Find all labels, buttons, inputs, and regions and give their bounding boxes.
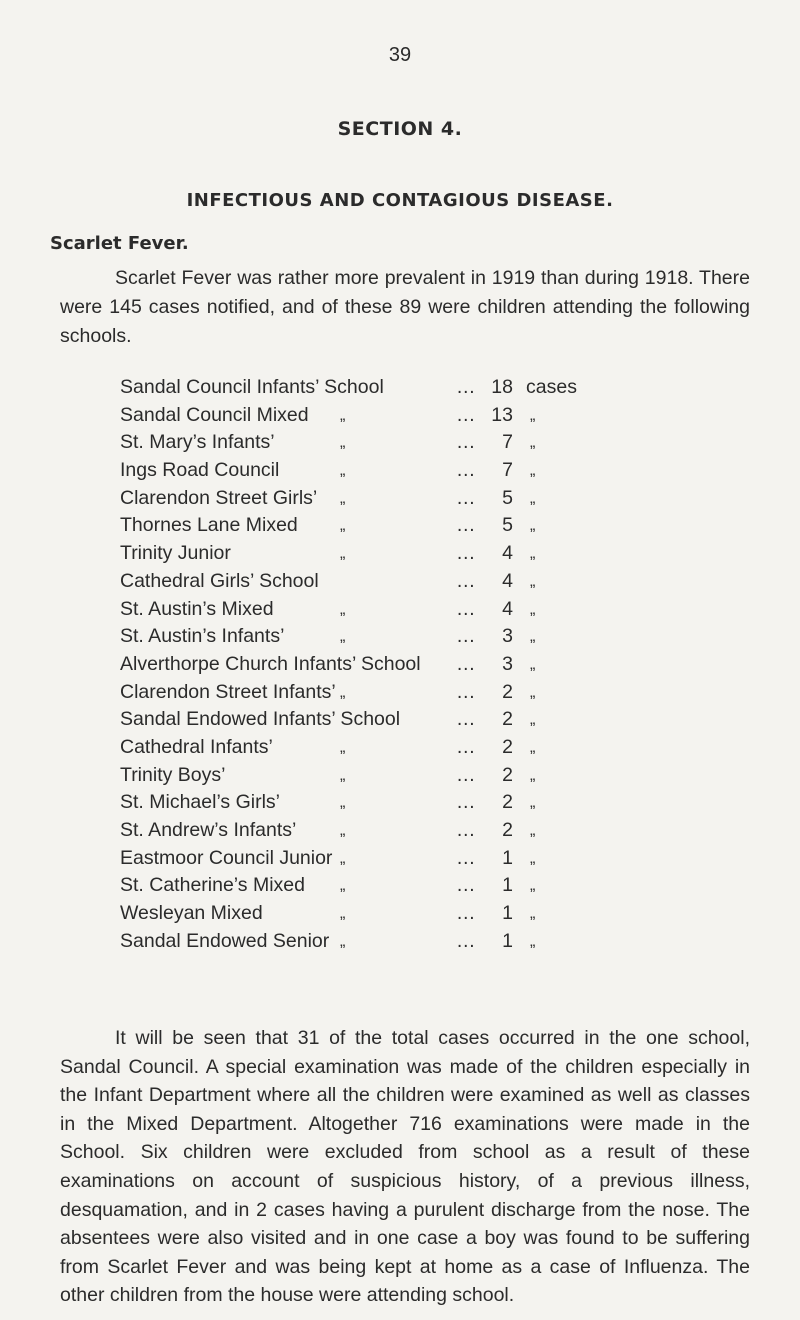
case-count: 4 xyxy=(502,597,513,620)
school-row xyxy=(120,900,750,928)
ditto-mark: „ xyxy=(340,738,346,756)
case-count: 3 xyxy=(502,625,513,648)
case-unit: „ xyxy=(530,683,536,701)
dot-leader: … xyxy=(456,431,478,454)
case-count: 4 xyxy=(502,542,513,565)
school-name: Trinity Boys’ xyxy=(120,763,226,786)
school-row xyxy=(120,817,750,845)
page-number: 39 xyxy=(388,44,412,66)
ditto-mark: „ xyxy=(340,932,346,950)
school-name: Sandal Endowed Senior xyxy=(120,929,330,952)
school-name: St. Michael’s Girls’ xyxy=(120,791,281,814)
case-count: 5 xyxy=(502,514,513,537)
case-unit: „ xyxy=(530,462,536,480)
school-row xyxy=(120,540,750,568)
dot-leader: … xyxy=(456,376,478,398)
case-count: 2 xyxy=(502,680,513,703)
school-name: St. Catherine’s Mixed xyxy=(120,874,305,897)
school-name: Sandal Endowed Infants’ School xyxy=(120,708,401,731)
dot-leader: … xyxy=(456,625,478,648)
school-row xyxy=(120,429,750,457)
dot-leader: … xyxy=(456,569,478,592)
school-row xyxy=(120,402,750,430)
case-count: 3 xyxy=(502,652,513,675)
school-name: Sandal Council Infants’ School xyxy=(120,376,384,398)
school-name: Clarendon Street Infants’ xyxy=(120,680,336,703)
school-name: Clarendon Street Girls’ xyxy=(120,486,318,509)
case-count: 4 xyxy=(502,569,513,592)
ditto-mark: „ xyxy=(340,766,346,784)
school-name: Wesleyan Mixed xyxy=(120,902,263,925)
school-row xyxy=(120,872,750,900)
dot-leader: … xyxy=(456,403,478,426)
school-name: Sandal Council Mixed xyxy=(120,403,309,426)
school-row xyxy=(120,512,750,540)
ditto-mark: „ xyxy=(340,628,346,646)
ditto-mark: „ xyxy=(340,545,346,563)
intro-paragraph: Scarlet Fever was rather more prevalent in 1919 than during 1918. There were 145 cases notified, and of these 89 were children attending the following schools. xyxy=(60,267,750,347)
case-unit: „ xyxy=(530,434,536,452)
school-name: Cathedral Infants’ xyxy=(120,735,273,758)
case-unit: „ xyxy=(530,932,536,950)
dot-leader: … xyxy=(456,874,478,897)
school-row xyxy=(120,651,750,679)
dot-leader: … xyxy=(456,735,478,758)
school-row xyxy=(120,928,750,956)
school-row xyxy=(120,706,750,734)
school-name: St. Austin’s Mixed xyxy=(120,597,274,620)
dot-leader: … xyxy=(456,846,478,869)
case-count: 13 xyxy=(491,403,513,426)
ditto-mark: „ xyxy=(340,877,346,895)
case-count: 2 xyxy=(502,791,513,814)
case-count: 7 xyxy=(502,459,513,482)
case-unit: „ xyxy=(530,655,536,673)
dot-leader: … xyxy=(456,514,478,537)
dot-leader: … xyxy=(456,902,478,925)
subject-heading: INFECTIOUS AND CONTAGIOUS DISEASE. xyxy=(186,190,614,211)
school-name: Cathedral Girls’ School xyxy=(120,569,319,592)
ditto-mark: „ xyxy=(340,434,346,452)
case-unit: „ xyxy=(530,905,536,923)
school-name: Trinity Junior xyxy=(120,542,231,565)
closing-paragraph: It will be seen that 31 of the total cases occurred in the one school, Sandal Council. A special examination was made of the children especially in the Infant Department where all the children were examined as well as classes in the Mixed Department. Altogether 716 examinations were made in the School. Six children were excluded from school as a result of these examinations on account of suspicious history, of a previous illness, desquamation, and in 2 cases having a purulent discharge from the nose. The absentees were also visited and in one case a boy was found to be suffering from Scarlet Fever and was being kept at home as a case of Influenza. The other children from the house were attending school. xyxy=(60,1027,750,1307)
dot-leader: … xyxy=(456,929,478,952)
school-row xyxy=(120,623,750,651)
ditto-mark: „ xyxy=(340,462,346,480)
case-count: 1 xyxy=(502,902,513,925)
ditto-mark: „ xyxy=(340,600,346,618)
school-row xyxy=(120,845,750,873)
school-name: Eastmoor Council Junior xyxy=(120,846,333,869)
dot-leader: … xyxy=(456,763,478,786)
case-unit: „ xyxy=(530,517,536,535)
school-name: St. Andrew’s Infants’ xyxy=(120,819,297,841)
ditto-mark: „ xyxy=(340,406,346,424)
case-unit: „ xyxy=(530,822,536,839)
dot-leader: … xyxy=(456,680,478,703)
case-unit: „ xyxy=(530,794,536,812)
ditto-mark: „ xyxy=(340,849,346,867)
case-unit: „ xyxy=(530,877,536,895)
ditto-mark: „ xyxy=(340,683,346,701)
ditto-mark: „ xyxy=(340,489,346,507)
case-unit: „ xyxy=(530,738,536,756)
dot-leader: … xyxy=(456,459,478,482)
school-row xyxy=(120,762,750,790)
case-count: 1 xyxy=(502,874,513,897)
case-count: 1 xyxy=(502,929,513,952)
school-row xyxy=(120,485,750,513)
ditto-mark: „ xyxy=(340,794,346,812)
case-unit: „ xyxy=(530,600,536,618)
school-name: St. Austin’s Infants’ xyxy=(120,625,285,648)
case-count: 18 xyxy=(491,376,513,398)
case-count: 2 xyxy=(502,763,513,786)
case-count: 2 xyxy=(502,735,513,758)
school-row xyxy=(120,596,750,624)
case-unit: „ xyxy=(530,489,536,507)
school-name: St. Mary’s Infants’ xyxy=(120,431,275,454)
ditto-mark: „ xyxy=(340,517,346,535)
school-row xyxy=(120,679,750,707)
school-row xyxy=(120,734,750,762)
dot-leader: … xyxy=(456,597,478,620)
dot-leader: … xyxy=(456,791,478,814)
case-unit: „ xyxy=(530,572,536,590)
case-count: 1 xyxy=(502,846,513,869)
school-name: Alverthorpe Church Infants’ School xyxy=(120,652,421,675)
case-count: 5 xyxy=(502,486,513,509)
school-name: Thornes Lane Mixed xyxy=(120,514,298,537)
school-name: Ings Road Council xyxy=(120,459,280,482)
dot-leader: … xyxy=(456,542,478,565)
case-count: 7 xyxy=(502,431,513,454)
case-unit: „ xyxy=(530,628,536,646)
dot-leader: … xyxy=(456,486,478,509)
dot-leader: … xyxy=(456,819,478,841)
section-heading: SECTION 4. xyxy=(337,118,463,140)
ditto-mark: „ xyxy=(340,822,346,839)
dot-leader: … xyxy=(456,708,478,731)
school-row xyxy=(120,568,750,596)
school-row xyxy=(120,457,750,485)
case-unit: „ xyxy=(530,711,536,729)
school-row xyxy=(120,789,750,817)
case-count: 2 xyxy=(502,819,513,841)
dot-leader: … xyxy=(456,652,478,675)
case-unit: „ xyxy=(530,545,536,563)
case-unit: „ xyxy=(530,406,536,424)
case-unit: „ xyxy=(530,849,536,867)
case-count: 2 xyxy=(502,708,513,731)
case-unit: „ xyxy=(530,766,536,784)
case-unit: cases xyxy=(526,376,577,398)
school-row xyxy=(120,374,750,402)
sub-heading-scarlet-fever: Scarlet Fever. xyxy=(50,233,189,254)
schools-table xyxy=(120,374,750,955)
ditto-mark: „ xyxy=(340,905,346,923)
